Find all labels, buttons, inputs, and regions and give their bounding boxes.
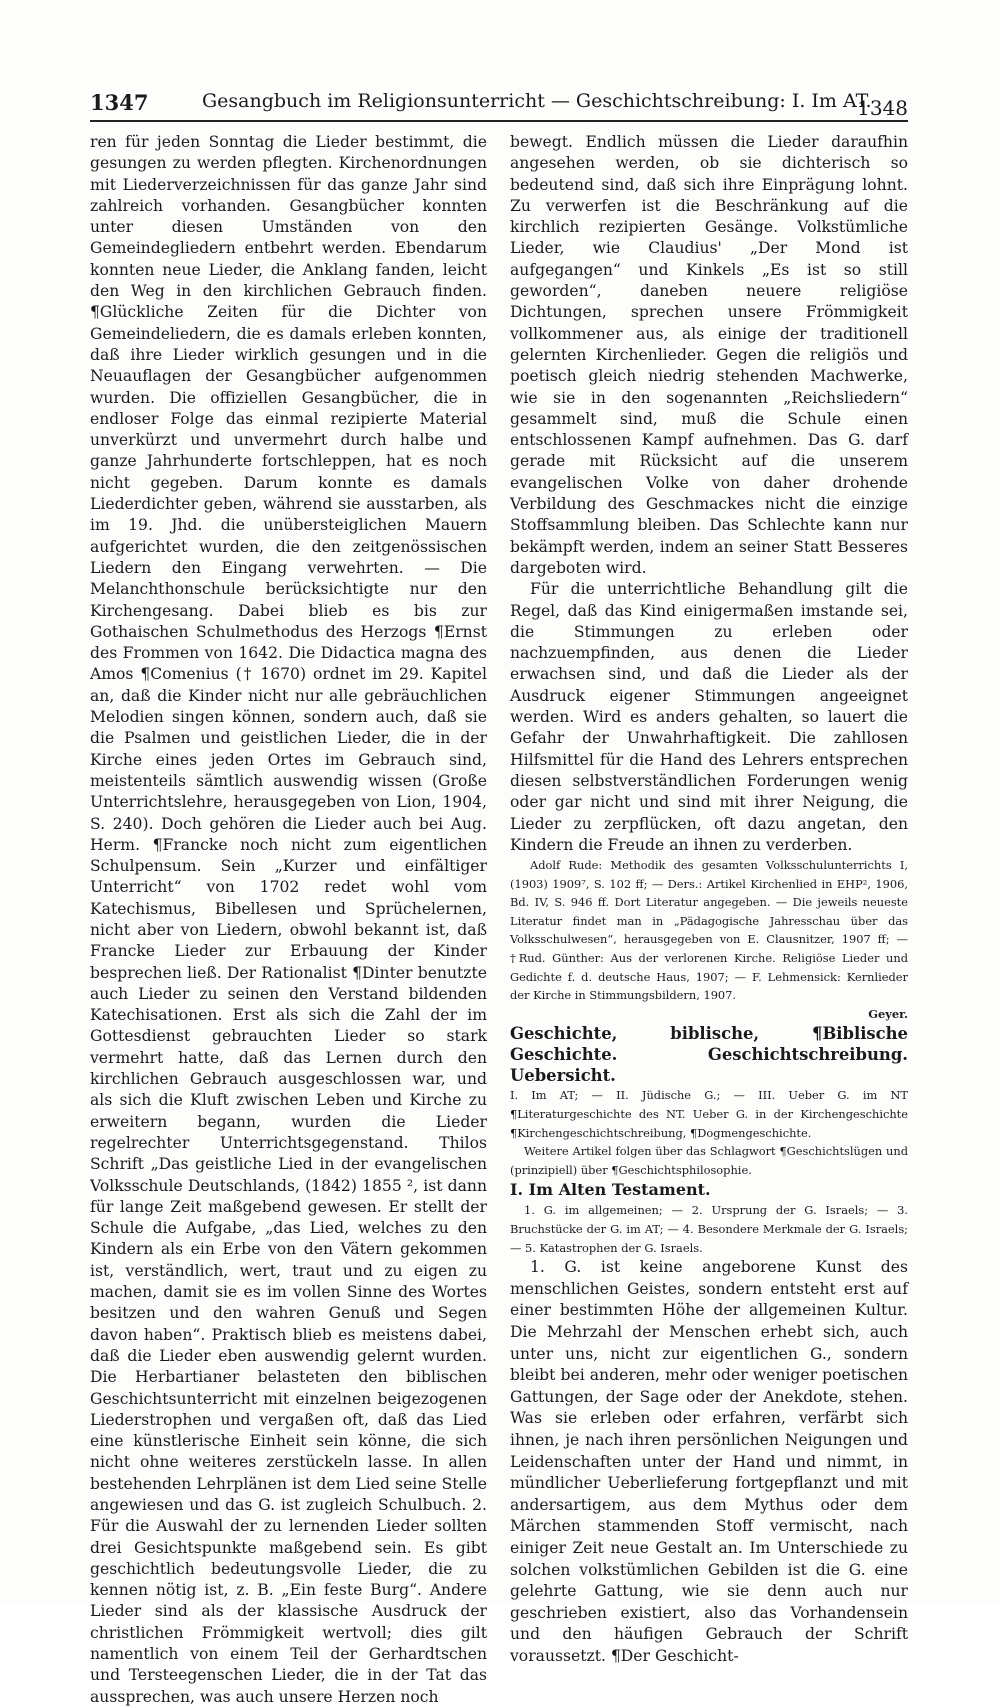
left-column-text: ren für jeden Sonntag die Lieder bestimmt, die gesungen zu werden pflegten. Kirchenordnungen mit Liederverzeichnissen für das ganze Jahr sind zahlreich vorhanden. Gesangbücher konnten unter diesen Umständen von den Gemeindegliedern entbehrt werden. Ebendarum konnten neue Lieder, die Anklang fanden, leicht den Weg in den kirchlichen Gebrauch finden. ¶Glückliche Zeiten für die Dichter von Gemeindeliedern, die es damals erleben konnten, daß ihre Lieder wirklich gesungen und in die Neuauflagen der Gesangbücher aufgenommen wurden. Die offiziellen Gesangbücher, die in endloser Folge das einmal rezipierte Material unverkürzt und unvermehrt durch halbe und ganze Jahrhunderte fortschleppen, hat es noch nicht gegeben. Darum konnte es damals Liederdichter geben, während sie ausstarben, als im 19. Jhd. die unübersteiglichen Mauern aufgerichtet wurden, die den zeitgenössischen Liedern den Eingang verwehrten. — Die Melanchthonschule berücksichtigte nur den Kirchengesang. Dabei blieb es bis zur Gothaischen Schulmethodus des Herzogs ¶Ernst des Frommen von 1642. Die Didactica magna des Amos ¶Comenius († 1670) ordnet im 29. Kapitel an, daß die Kinder nicht nur alle gebräuchlichen Melodien singen können, sondern auch, daß sie die Psalmen und geistlichen Lieder, die in der Kirche eines jeden Ortes im Gebrauch sind, meistenteils sämtlich auswendig wissen (Große Unterrichtslehre, herausgegeben von Lion, 1904, S. 240). Doch gehören die Lieder auch bei Aug. Herm. ¶Francke noch nicht zum eigentlichen Schulpensum. Sein „Kurzer und einfältiger Unterricht“ von 1702 redet wohl vom Katechismus, Bibellesen und Sprüchelernen, nicht aber von Liedern, obwohl bekannt ist, daß Francke Lieder zur Erbauung der Kinder besprechen ließ. Der Rationalist ¶Dinter benutzte auch Lieder zu seinen den Verstand bildenden Katechisationen. Erst als sich die Zahl der im Gottesdienst gebrauchten Lieder so stark vermehrt hatte, daß das Lernen durch den kirchlichen Gebrauch ausgeschlossen war, und als sich die Kluft zwischen Leben und Kirche zu erweitern begann, wurden die Lieder regelrechter Unterrichtsgegenstand. Thilos Schrift „Das geistliche Lied in der evangelischen Volksschule Deutschlands, (1842) 1855 ², ist dann für lange Zeit maßgebend gewesen. Er stellt der Schule die Aufgabe, „das Lied, welches zu den Kindern als ein Erbe von den Vätern gekommen ist, verständlich, wert, traut und zu eigen zu machen, damit sie es im vollen Sinne des Wortes besitzen und den wahren Genuß und Segen davon haben“. Praktisch blieb es meistens dabei, daß die Lieder eben auswendig gelernt wurden. Die Herbartianer belasteten den biblischen Geschichtsunterricht mit einzelnen beigezogenen Liederstrophen und vergaßen oft, daß das Lied eine künstlerische Einheit sein könne, die sich nicht ohne weiteres zerstückeln lasse. In allen bestehenden Lehrplänen ist dem Lied seine Stelle angewiesen und das G. ist zugleich Schulbuch. 2. Für die Auswahl der zu lernenden Lieder sollten drei Gesichtspunkte maßgebend sein. Es gibt geschichtlich bedeutungsvolle Lieder, die zu kennen nötig ist, z. B. „Ein feste Burg“. Andere Lieder sind als der klassische Ausdruck der christlichen Frömmigkeit wertvoll; dies gilt namentlich von einem Teil der Gerhardtschen und Tersteegenschen Lieder, die in der Tat das aussprechen, was auch unsere Herzen noch <box>90 133 487 1706</box>
right-column <box>510 132 908 1667</box>
article-cross-reference: Weitere Artikel folgen über das Schlagwort ¶Geschichtslügen und (prinzipiell) über ¶Geschichtsphilosophie. <box>510 1144 908 1177</box>
left-column <box>90 132 487 1708</box>
paragraph-history: 1. G. ist keine angeborene Kunst des menschlichen Geistes, sondern entsteht erst auf einer bestimmten Höhe der allgemeinen Kultur. Die Mehrzahl der Menschen erhebt sich, auch unter uns, nicht zur eigentlichen G., sondern bleibt bei anderen, mehr oder weniger poetischen Gattungen, der Sage oder der Anekdote, stehen. Was sie erleben oder erfahren, verfärbt sich ihnen, je nach ihren persönlichen Neigungen und Leidenschaften unter der Hand und nimmt, in mündlicher Ueberlieferung fortgepflanzt und mit andersartigem, aus dem Mythus oder dem Märchen stammenden Stoff vermischt, nach einiger Zeit neue Gestalt an. Im Unterschiede zu solchen volkstümlichen Gebilden ist die G. eine gelehrte Gattung, wie sie denn auch nur geschrieben existiert, also das Vorhandensein und den häufigen Gebrauch der Schrift voraussetzt. ¶Der Geschicht- <box>510 1258 908 1665</box>
page-number-right: 1348 <box>857 96 908 120</box>
author-signature: Geyer. <box>868 1006 908 1021</box>
subsection-title: I. Im Alten Testament. <box>510 1180 711 1200</box>
running-title: Gesangbuch im Religionsunterricht — Geschichtschreibung: I. Im AT. <box>202 90 872 112</box>
article-title: Geschichte, biblische, ¶Biblische Geschichte. Geschichtschreibung. Uebersicht. <box>510 1024 908 1086</box>
running-header <box>90 86 908 122</box>
paragraph-teaching: Für die unterrichtliche Behandlung gilt die Regel, daß das Kind einigermaßen imstande sei, die Stimmungen zu erleben oder nachzuempfinden, aus denen die Lieder erwachsen sind, und daß die Lieder als der Ausdruck eigener Stimmungen angeeignet werden. Wird es anders gehalten, so lauert die Gefahr der Unwahrhaftigkeit. Die zahllosen Hilfsmittel für die Hand des Lehrers entsprechen diesen selbstverständlichen Forderungen wenig oder gar nicht und sind mit ihrer Neigung, die Lieder zu zerpflücken, oft dazu angetan, den Kindern die Freude an ihnen zu verderben. <box>510 580 908 854</box>
bibliography: Adolf Rude: Methodik des gesamten Volksschulunterrichts I, (1903) 1909⁷, S. 102 ff; — Ders.: Artikel Kirchenlied in EHP², 1906, Bd. IV, S. 946 ff. Dort Literatur angegeben. — Die jeweils neueste Literatur findet man in „Pädagogische Jahresschau über das Volksschulwesen“, herausgegeben von E. Clausnitzer, 1907 ff; — †Rud. Günther: Aus der verlorenen Kirche. Religiöse Lieder und Gedichte f. d. deutsche Haus, 1907; — F. Lehmensick: Kernlieder der Kirche in Stimmungsbildern, 1907. <box>510 858 908 1003</box>
subsection-overview: 1. G. im allgemeinen; — 2. Ursprung der G. Israels; — 3. Bruchstücke der G. im AT; — 4. Besondere Merkmale der G. Israels; — 5. Katastrophen der G. Israels. <box>510 1203 908 1255</box>
page-number-left: 1347 <box>90 90 149 115</box>
paragraph-continuation: bewegt. Endlich müssen die Lieder daraufhin angesehen werden, ob sie dichterisch so bedeutend sind, daß sich ihre Einprägung lohnt. Zu verwerfen ist die Beschränkung auf die kirchlich rezipierten Gesänge. Volkstümliche Lieder, wie Claudius' „Der Mond ist aufgegangen“ und Kinkels „Es ist so still geworden“, daneben neuere religiöse Dichtungen, sprechen unsere Frömmigkeit vollkommener aus, als einige der traditionell gelernten Kirchenlieder. Gegen die religiös und poetisch gleich niedrig stehenden Machwerke, wie sie in den sogenannten „Reichsliedern“ gesammelt sind, muß die Schule einen entschlossenen Kampf aufnehmen. Das G. darf gerade mit Rücksicht auf die unserem evangelischen Volke von daher drohende Verbildung des Geschmackes nicht die einzige Stoffsammlung bleiben. Das Schlechte kann nur bekämpft werden, indem an seiner Statt Besseres dargeboten wird. <box>510 133 908 577</box>
article-overview: I. Im AT; — II. Jüdische G.; — III. Ueber G. im NT ¶Literaturgeschichte des NT. Ueber G. in der Kirchengeschichte ¶Kirchengeschichtschreibung, ¶Dogmengeschichte. <box>510 1088 908 1140</box>
